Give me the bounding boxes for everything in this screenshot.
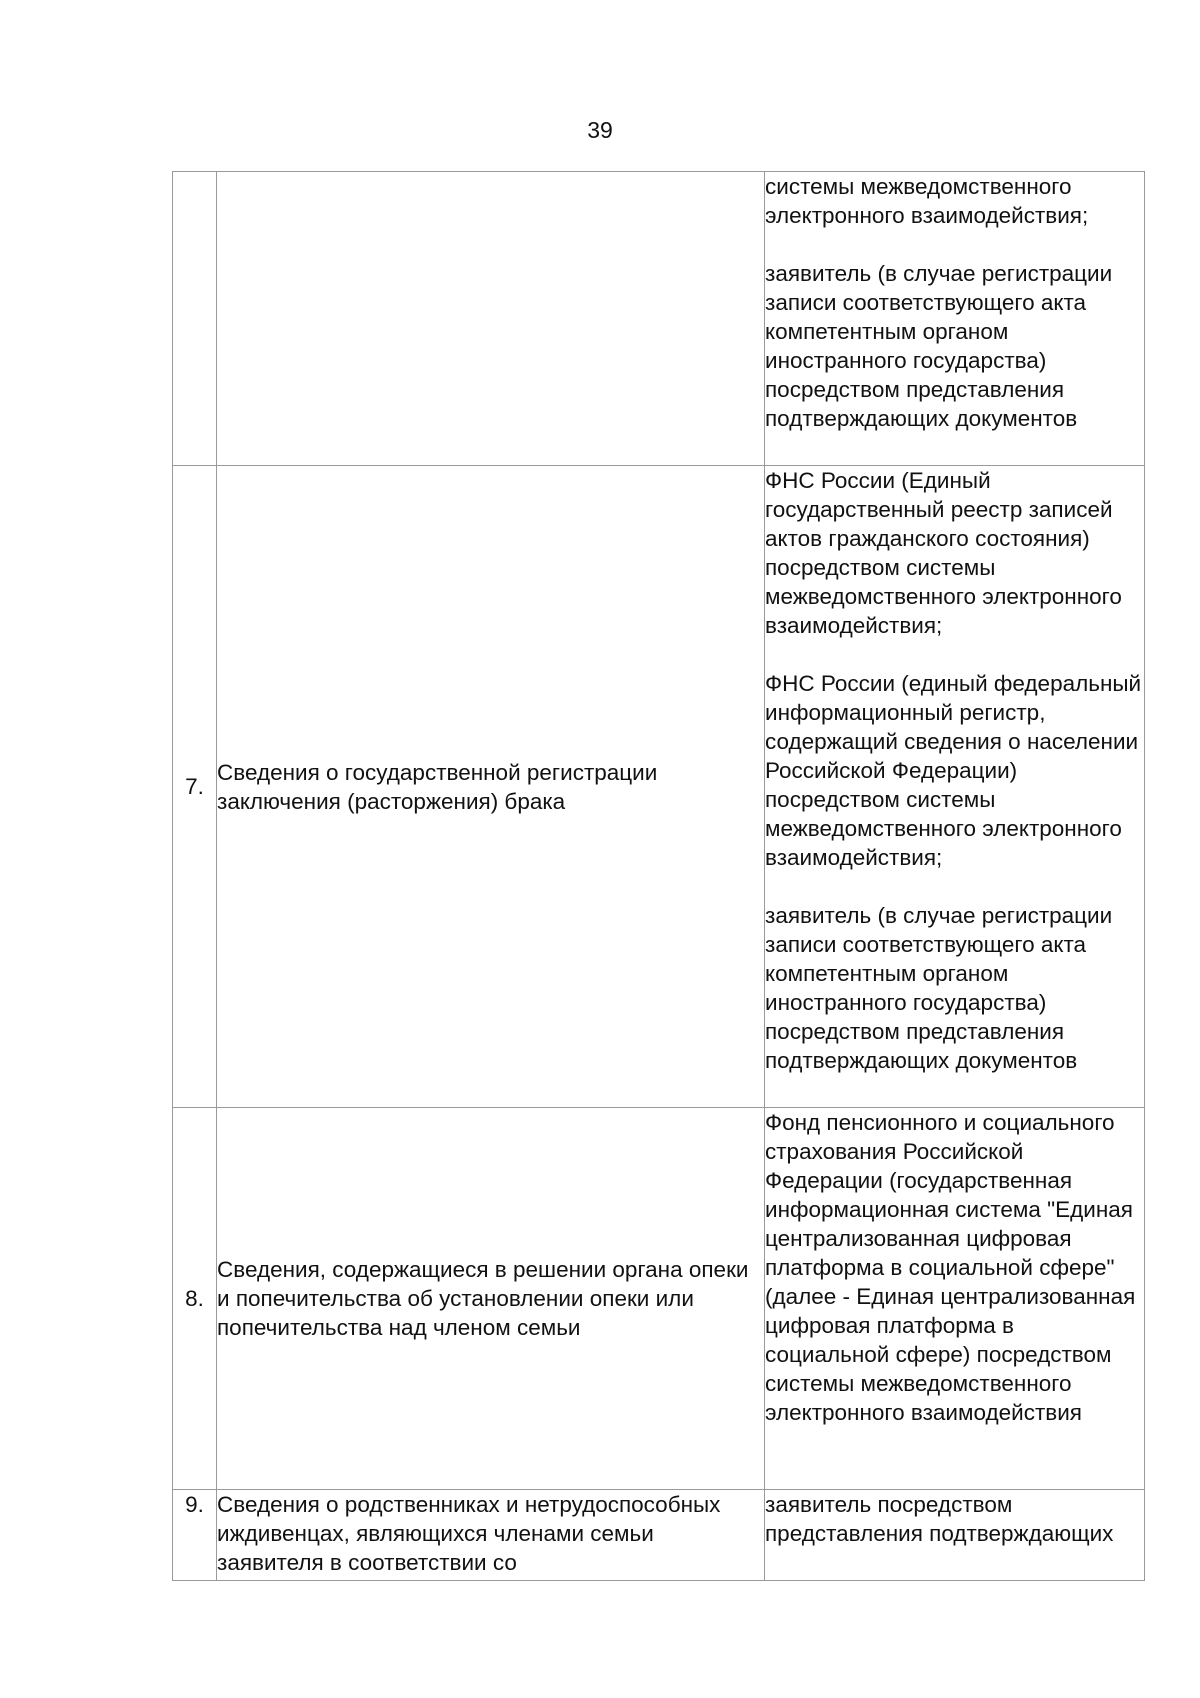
source-cell [765, 1490, 1145, 1581]
source-paragraph: заявитель (в случае регистрации записи соответствующего акта компетентным органом иностранного государства) посредством представления подтверждающих документов [765, 261, 1113, 431]
info-cell: Сведения о государственной регистрации заключения (расторжения) брака [217, 466, 765, 1108]
source-paragraph: ФНС России (единый федеральный информационный регистр, содержащий сведения о населении Российской Федерации) посредством системы межведомственного электронного взаимодействия; [765, 671, 1142, 870]
document-table [172, 171, 1145, 1581]
row-number-cell: 7. [173, 466, 217, 1108]
info-cell: Сведения, содержащиеся в решении органа опеки и попечительства об установлении опеки или попечительства над членом семьи [217, 1108, 765, 1490]
table-row [173, 466, 1145, 1108]
source-paragraph: системы межведомственного электронного взаимодействия; [765, 174, 1089, 228]
source-paragraph: заявитель (в случае регистрации записи соответствующего акта компетентным органом иностранного государства) посредством представления подтверждающих документов [765, 903, 1113, 1073]
source-cell [765, 466, 1145, 1108]
info-cell [217, 172, 765, 466]
page-number: 39 [587, 117, 613, 143]
table-row [173, 1108, 1145, 1490]
source-paragraph: ФНС России (Единый государственный реестр записей актов гражданского состояния) посредством системы межведомственного электронного взаимодействия; [765, 468, 1122, 638]
table-row [173, 1490, 1145, 1581]
row-number-cell [173, 172, 217, 466]
source-paragraph: Фонд пенсионного и социального страхования Российской Федерации (государственная информационная система "Единая централизованная цифровая платформа в социальной сфере" (далее - Единая централизованная цифровая платформа в социальной сфере) посредством системы межведомственного электронного взаимодействия [765, 1110, 1136, 1425]
row-number-cell: 8. [173, 1108, 217, 1490]
info-cell: Сведения о родственниках и нетрудоспособных иждивенцах, являющихся членами семьи заявителя в соответствии со [217, 1490, 765, 1581]
source-cell [765, 1108, 1145, 1490]
source-cell [765, 172, 1145, 466]
row-number-cell: 9. [173, 1490, 217, 1581]
source-paragraph: заявитель посредством представления подтверждающих [765, 1492, 1114, 1546]
table-row [173, 172, 1145, 466]
